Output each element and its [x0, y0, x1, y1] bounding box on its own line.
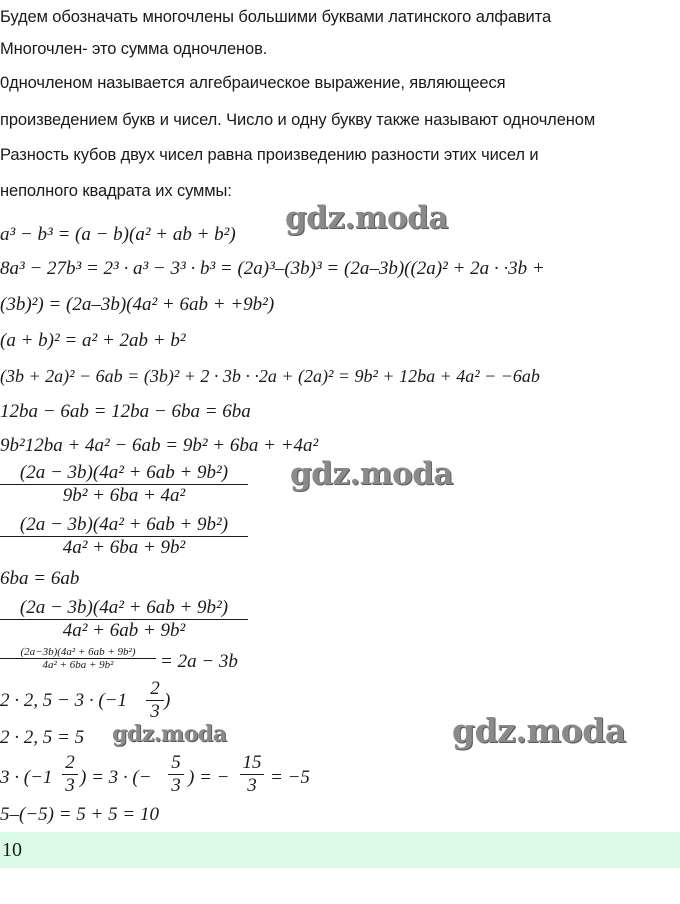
- eq3-fraction-3-num: 15: [242, 752, 262, 773]
- fraction-3-numerator: (2a − 3b)(4a² + 6ab + 9b²): [19, 597, 229, 618]
- eq3-fraction-1: [62, 752, 78, 797]
- equation-numeric-3-d: = −5: [270, 767, 310, 788]
- fraction-2-denominator: 4a² + 6ba + 9b²: [62, 537, 186, 558]
- equation-incomplete-square: 9b²12ba + 4a² − 6ab = 9b² + 6ba + +4a²: [0, 435, 319, 456]
- answer-bar: [0, 832, 680, 868]
- fraction-4: [0, 646, 156, 671]
- equation-cube-difference: a³ − b³ = (a − b)(a² + ab + b²): [0, 224, 236, 245]
- text-line-4: произведением букв и чисел. Число и одну букву также называют одночленом: [0, 111, 596, 129]
- eq3-fraction-1-den: 3: [65, 775, 75, 796]
- eq3-fraction-2: [168, 752, 184, 797]
- text-line-5: Разность кубов двух чисел равна произведению разности этих чисел и: [0, 146, 539, 164]
- mixed-fraction-1: [146, 678, 164, 723]
- equation-numeric-3-b: ) = 3 · (−: [80, 767, 152, 788]
- eq3-fraction-2-num: 5: [171, 752, 181, 773]
- answer-value: 10: [2, 839, 22, 861]
- watermark-logo-1: gdz.moda: [285, 200, 448, 236]
- equation-numeric-1: 2 · 2, 5 − 3 · (−1: [0, 690, 127, 711]
- equation-simplify: 12ba − 6ab = 12ba − 6ba = 6ba: [0, 401, 251, 422]
- fraction-2: [0, 514, 248, 559]
- fraction-4-denominator: 4a² + 6ba + 9b²: [42, 659, 114, 671]
- equation-commutative: 6ba = 6ab: [0, 568, 80, 589]
- watermark-logo-2: gdz.moda: [290, 456, 453, 492]
- equation-numeric-2: 2 · 2, 5 = 5: [0, 727, 85, 748]
- eq3-fraction-3: [240, 752, 264, 797]
- fraction-4-numerator: (2a−3b)(4a² + 6ab + 9b²): [20, 646, 136, 658]
- fraction-3-denominator: 4a² + 6ab + 9b²: [62, 620, 186, 641]
- eq3-fraction-2-den: 3: [171, 775, 181, 796]
- eq3-fraction-1-num: 2: [65, 752, 75, 773]
- mixed-fraction-1-num: 2: [150, 678, 160, 699]
- text-line-6: неполного квадрата их суммы:: [0, 182, 232, 200]
- text-line-1: Будем обозначать многочлены большими буквами латинского алфавита: [0, 8, 552, 26]
- equation-numeric-4: 5–(−5) = 5 + 5 = 10: [0, 804, 159, 825]
- watermark-logo-3: gdz.moda: [112, 721, 227, 747]
- fraction-2-numerator: (2a − 3b)(4a² + 6ab + 9b²): [19, 514, 229, 535]
- fraction-3: [0, 597, 248, 642]
- equation-square-sum: (a + b)² = a² + 2ab + b²: [0, 330, 186, 351]
- equation-numeric-3-c: ) = −: [188, 767, 230, 788]
- equation-square-expand: (3b + 2a)² − 6ab = (3b)² + 2 · 3b · ·2a + (2a)² = 9b² + 12ba + 4a² − −6ab: [0, 366, 540, 386]
- equation-numeric-1-close: ): [164, 690, 171, 711]
- fraction-4-result: = 2a − 3b: [160, 651, 238, 672]
- fraction-1: [0, 462, 248, 507]
- fraction-1-numerator: (2a − 3b)(4a² + 6ab + 9b²): [19, 462, 229, 483]
- text-line-3: 0дночленом называется алгебраическое выражение, являющееся: [0, 74, 506, 92]
- eq3-fraction-3-den: 3: [247, 775, 257, 796]
- text-line-2: Многочлен- это сумма одночленов.: [0, 40, 268, 58]
- mixed-fraction-1-den: 3: [150, 701, 160, 722]
- equation-numeric-3-a: 3 · (−1: [0, 767, 53, 788]
- fraction-1-denominator: 9b² + 6ba + 4a²: [62, 485, 186, 506]
- equation-expand-line-1: 8a³ − 27b³ = 2³ · a³ − 3³ · b³ = (2a)³–(3b)³ = (2a–3b)((2a)² + 2a · ·3b +: [0, 258, 545, 279]
- equation-expand-line-2: (3b)²) = (2a–3b)(4a² + 6ab + +9b²): [0, 294, 275, 315]
- watermark-logo-4: gdz.moda: [452, 711, 626, 750]
